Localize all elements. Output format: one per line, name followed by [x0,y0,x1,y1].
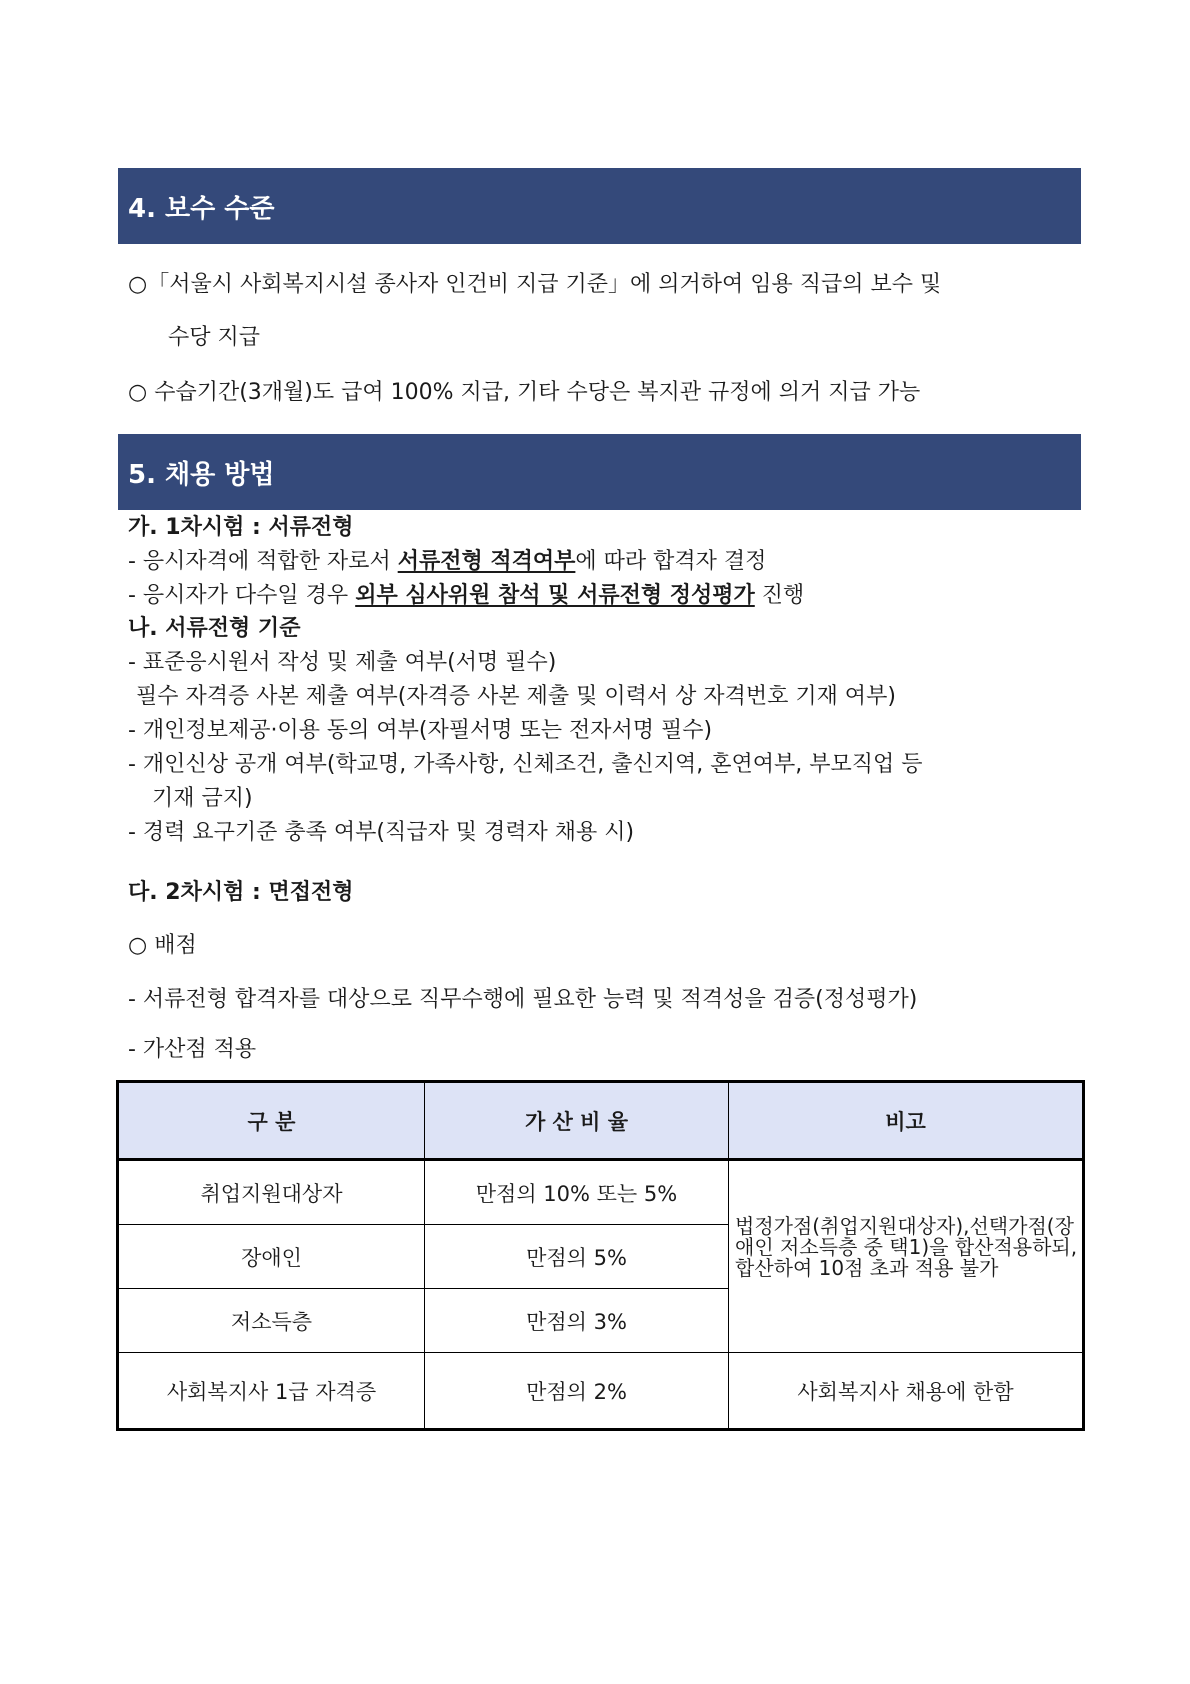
subheading-second-exam: 다. 2차시험 : 면접전형 [128,880,354,905]
remark-cell-merged: 법정가점(취업지원대상자),선택가점(장애인 저소득층 중 택1)을 합산적용하되, 합산하여 10점 초과 적용 불가 [729,1160,1084,1353]
emphasis-text: 외부 심사위원 참석 및 서류전형 정성평가 [355,583,755,608]
header-remark: 비고 [729,1082,1084,1160]
criteria-item-1: - 표준응시원서 작성 및 제출 여부(서명 필수) [128,650,557,675]
text-prefix: - 응시자격에 적합한 자로서 [128,549,398,574]
criteria-item-5: - 경력 요구기준 충족 여부(직급자 및 경력자 채용 시) [128,820,635,845]
emphasis-text: 서류전형 적격여부 [397,549,576,574]
bonus-points-table [116,1080,1085,1431]
first-exam-item-2 [128,583,804,609]
bullet-probation: ○ 수습기간(3개월)도 급여 100% 지급, 기타 수당은 복지관 규정에 의거 지급 가능 [128,380,921,405]
rate-cell: 만점의 2% [425,1353,729,1430]
subheading-first-exam: 가. 1차시험 : 서류전형 [128,515,354,540]
rate-cell: 만점의 5% [425,1225,729,1289]
subheading-document-criteria: 나. 서류전형 기준 [128,616,301,641]
category-cell: 장애인 [118,1225,425,1289]
rate-cell: 만점의 10% 또는 5% [425,1160,729,1225]
category-cell: 저소득층 [118,1289,425,1353]
criteria-item-2: 필수 자격증 사본 제출 여부(자격증 사본 제출 및 이력서 상 자격번호 기재 여부) [136,684,896,709]
criteria-item-3: - 개인정보제공·이용 동의 여부(자필서명 또는 전자서명 필수) [128,718,713,743]
category-cell: 사회복지사 1급 자격증 [118,1353,425,1430]
text-suffix: 진행 [754,583,805,608]
table-row [118,1353,1084,1430]
second-exam-item-2: - 가산점 적용 [128,1037,257,1062]
rate-cell: 만점의 3% [425,1289,729,1353]
header-category: 구 분 [118,1082,425,1160]
table-row [118,1160,1084,1225]
second-exam-item-1: - 서류전형 합격자를 대상으로 직무수행에 필요한 능력 및 적격성을 검증(정성평가) [128,987,918,1012]
section-5-header [118,434,1081,510]
header-rate: 가 산 비 율 [425,1082,729,1160]
bullet-salary-standard-cont: 수당 지급 [168,325,261,350]
criteria-item-4-cont: 기재 금지) [152,786,253,811]
section-4-header [118,168,1081,244]
text-suffix: 에 따라 합격자 결정 [575,549,767,574]
section-4-title: 4. 보수 수준 [128,193,275,224]
bullet-salary-standard: ○「서울시 사회복지시설 종사자 인건비 지급 기준」에 의거하여 임용 직급의 보수 및 [128,272,942,297]
table-header-row [118,1082,1084,1160]
criteria-item-4: - 개인신상 공개 여부(학교명, 가족사항, 신체조건, 출신지역, 혼연여부, 부모직업 등 [128,752,923,777]
section-5-title: 5. 채용 방법 [128,459,275,490]
category-cell: 취업지원대상자 [118,1160,425,1225]
text-prefix: - 응시자가 다수일 경우 [128,583,356,608]
remark-cell: 사회복지사 채용에 한함 [729,1353,1084,1430]
scoring-bullet: ○ 배점 [128,933,197,958]
first-exam-item-1 [128,549,766,575]
